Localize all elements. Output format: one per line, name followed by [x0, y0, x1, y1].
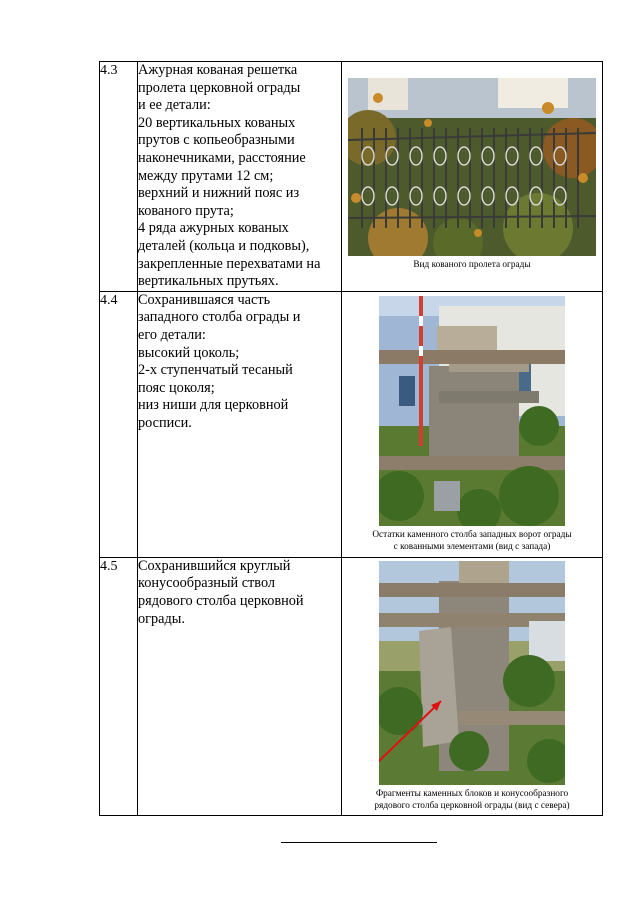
description-line: прутов с копьеобразными	[138, 132, 295, 149]
description-line: Сохранившаяся часть	[138, 291, 271, 308]
description-line: 2-х ступенчатый тесаный	[138, 362, 293, 379]
description-line: деталей (кольца и подковы),	[138, 237, 310, 254]
footnote-separator	[281, 842, 437, 843]
description-line: верхний и нижний пояс из	[138, 185, 300, 202]
photo-cell	[342, 557, 603, 815]
description-line: высокий цоколь;	[138, 344, 240, 361]
photo-caption: с кованными элементами (вид с запада)	[393, 541, 551, 552]
description-line: 4 ряда ажурных кованых	[138, 220, 289, 237]
row-description	[138, 557, 342, 815]
description-line: 20 вертикальных кованых	[138, 114, 296, 131]
row-number: 4.3	[100, 62, 138, 292]
row-number: 4.4	[100, 291, 138, 557]
table-row	[100, 557, 603, 815]
description-line: ограды.	[138, 610, 185, 627]
table-row	[100, 62, 603, 292]
description-line: Сохранившийся круглый	[138, 557, 291, 574]
monument-elements-table	[99, 61, 603, 816]
description-line: конусообразный ствол	[138, 575, 276, 592]
description-line: Ажурная кованая решетка	[138, 62, 298, 78]
description-line: кованого прута;	[138, 202, 234, 219]
row-description	[138, 62, 342, 292]
west-gate-pillar-photo	[379, 296, 565, 526]
forged-fence-photo	[348, 78, 596, 256]
description-line: пояс цоколя;	[138, 379, 215, 396]
photo-caption: Вид кованого пролета ограды	[413, 260, 531, 270]
row-pillar-photo	[379, 561, 565, 785]
photo-caption: рядового столба церковной ограды (вид с севера)	[374, 800, 570, 811]
description-line: между прутами 12 см;	[138, 167, 274, 184]
description-line: закрепленные перехватами на	[138, 255, 321, 272]
description-line: его детали:	[138, 326, 206, 343]
description-line: наконечниками, расстояние	[138, 149, 306, 166]
description-line: рядового столба церковной	[138, 592, 304, 609]
description-line: пролета церковной ограды	[138, 79, 301, 96]
description-line: вертикальных прутьях.	[138, 273, 279, 290]
description-line: низ ниши для церковной	[138, 397, 289, 414]
description-line: и ее детали:	[138, 97, 211, 114]
description-line: росписи.	[138, 414, 192, 431]
description-line: западного столба ограды и	[138, 309, 301, 326]
photo-caption: Остатки каменного столба западных ворот ограды	[372, 529, 572, 540]
photo-cell	[342, 62, 603, 292]
table-row	[100, 291, 603, 557]
row-number: 4.5	[100, 557, 138, 815]
photo-cell	[342, 291, 603, 557]
row-description	[138, 291, 342, 557]
photo-caption: Фрагменты каменных блоков и конусообразного	[375, 788, 569, 799]
